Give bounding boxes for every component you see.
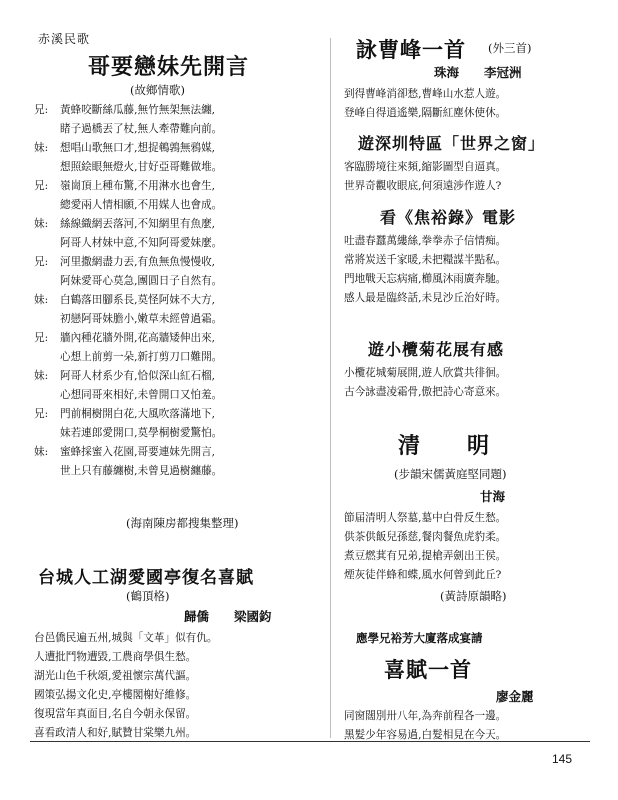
poem4-lines xyxy=(344,364,506,402)
speaker-label: 妹: xyxy=(34,370,49,382)
song-line-text: 心想上前剪一朵,新打剪刀口難開。 xyxy=(60,351,223,363)
song-line-text: 門前桐樹開白花,大風吹落滿地下, xyxy=(60,408,216,420)
song-line-text: 阿哥人材系少有,恰似深山紅石榴, xyxy=(60,370,216,382)
column-divider xyxy=(330,38,331,738)
song-line xyxy=(34,310,222,329)
song-line-text: 初戀阿哥妹膽小,嫩草未經曾過霜。 xyxy=(60,313,223,325)
poem5-footnote: (黃詩原韻略) xyxy=(440,589,507,603)
song-line-text: 世上只有藤纏樹,未曾見過樹纏藤。 xyxy=(60,465,223,477)
verse-line: 節届清明人祭墓,墓中白骨反生愁。 xyxy=(344,512,507,524)
fu-title: 台城人工湖愛國亭復名喜賦 xyxy=(38,568,254,588)
speaker-label: 妹: xyxy=(34,446,49,458)
verse-line: 復現當年真面目,名自今朝永保留。 xyxy=(34,708,197,720)
poem6-author: 廖金麗 xyxy=(496,689,534,704)
verse-line: 煙灰徒伴蜂和蝶,風水何曾到此丘? xyxy=(344,569,502,581)
song-line xyxy=(34,101,222,120)
verse-line: 同窗闊別卅八年,為奔前程各一邊。 xyxy=(344,710,507,722)
verse-line: 黑髮少年容易過,白髮相見在今天。 xyxy=(344,729,507,741)
verse-line: 供茶供飯兒孫慈,餐肉餐魚虎豹柔。 xyxy=(344,531,507,543)
song-line-text: 嶺崗頂上種布驚,不用淋水也會生, xyxy=(60,180,216,192)
poem5-note: (步韻宋儒黃庭堅同題) xyxy=(394,467,507,481)
verse-line: 登峰自得逍遙樂,隔斷紅塵休使休。 xyxy=(344,107,507,119)
song-line xyxy=(34,253,222,272)
song-subtitle: (故鄉情歌) xyxy=(130,83,185,97)
song-line xyxy=(34,139,222,158)
verse-line: 門地戰天忘病痛,櫛風沐雨廣奔馳。 xyxy=(344,273,507,285)
song-lines xyxy=(34,101,222,481)
speaker-label: 妹: xyxy=(34,142,49,154)
song-line-text: 黃蜂咬斷絲瓜藤,無竹無架無法纏, xyxy=(60,104,216,116)
song-line xyxy=(34,215,222,234)
song-line xyxy=(34,158,222,177)
speaker-label: 兄: xyxy=(34,256,49,268)
poem1-author: 珠海 李冠洲 xyxy=(434,65,522,80)
poem3-lines xyxy=(344,232,506,308)
song-line xyxy=(34,329,222,348)
speaker-label: 妹: xyxy=(34,294,49,306)
poem1-note: (外三首) xyxy=(488,41,532,55)
song-line-text: 河里撒網盡力丟,有魚無魚慢慢收, xyxy=(60,256,216,268)
speaker-label: 兄: xyxy=(34,104,49,116)
verse-line: 客臨勝境往來頻,縮影圖型自逼真。 xyxy=(344,161,507,173)
song-line xyxy=(34,367,222,386)
verse-line: 煮豆燃萁有兄弟,提槍弄劍出王侯。 xyxy=(344,550,507,562)
poem5-title: 清 明 xyxy=(398,433,491,459)
poem6-intro: 應學兄裕芳大廈落成宴請 xyxy=(356,631,483,645)
poem4-title: 遊小欖菊花展有感 xyxy=(368,340,505,359)
verse-line: 世界奇觀收眼底,何須遠涉作遊人? xyxy=(344,180,502,192)
footer-rule xyxy=(30,741,590,742)
song-line xyxy=(34,177,222,196)
song-line-text: 阿妹愛哥心莫急,團圓日子自然有。 xyxy=(60,275,223,287)
song-line-text: 絲線織網丟落河,不知網里有魚麼, xyxy=(60,218,216,230)
verse-line: 吐盡春蠶萬縷絲,拳拳赤子信情痴。 xyxy=(344,235,507,247)
song-line xyxy=(34,405,222,424)
verse-line: 古今詠盡凌霜骨,傲把詩心寄意來。 xyxy=(344,386,507,398)
song-line xyxy=(34,386,222,405)
folk-song-label: 赤溪民歌 xyxy=(38,32,91,46)
poem6-title: 喜賦一首 xyxy=(384,657,472,682)
verse-line: 喜看政清人和好,賦贊甘棠樂九州。 xyxy=(34,727,197,739)
song-line xyxy=(34,424,222,443)
song-line xyxy=(34,462,222,481)
poem3-title: 看《焦裕錄》電影 xyxy=(380,208,517,227)
poem2-title: 遊深圳特區「世界之窗」 xyxy=(358,134,546,153)
verse-line: 到得曹峰消卻愁,曹峰山水惹人遊。 xyxy=(344,88,507,100)
song-line-text: 白鶴落田腳系長,莫怪阿妹不大方, xyxy=(60,294,216,306)
song-line xyxy=(34,234,222,253)
song-line-text: 牆內種花牆外開,花高牆矮伸出來, xyxy=(60,332,216,344)
song-line xyxy=(34,196,222,215)
fu-subtitle: (鶴頂格) xyxy=(126,589,170,603)
poem1-lines xyxy=(344,85,506,123)
fu-lines xyxy=(34,629,217,743)
fu-author: 歸僑 梁國鈞 xyxy=(184,609,272,624)
poem1-title: 詠曹峰一首 xyxy=(356,37,466,62)
song-line-text: 妹若連郎愛開口,莫學桐樹愛驚怕。 xyxy=(60,427,223,439)
verse-line: 常將炭送千家暖,未把糧謀半點私。 xyxy=(344,254,507,266)
song-line-text: 想唱山歌無口才,想捉鵪鶉無鴉媒, xyxy=(60,142,216,154)
song-line xyxy=(34,443,222,462)
poem6-lines xyxy=(344,707,506,745)
song-line-text: 總愛兩人情相願,不用媒人也會成。 xyxy=(60,199,223,211)
song-line-text: 阿哥人材妹中意,不知阿哥愛妹麼。 xyxy=(60,237,223,249)
song-line-text: 蜜蜂採蜜入花園,哥要連妹先開言, xyxy=(60,446,216,458)
poem5-author: 甘海 xyxy=(480,489,506,504)
song-line xyxy=(34,120,222,139)
verse-line: 小欖花城菊展開,遊人欣賞共徘徊。 xyxy=(344,367,507,379)
song-line-text: 心想同哥來相好,未曾開口又怕羞。 xyxy=(60,389,223,401)
poem2-lines xyxy=(344,158,506,196)
collector-note: (海南陳房都搜集整理) xyxy=(126,516,239,530)
speaker-label: 兄: xyxy=(34,332,49,344)
verse-line: 台邑僑民遍五州,城與「文革」似有仇。 xyxy=(34,632,218,644)
verse-line: 人遭批鬥物遭毀,工農商學俱生愁。 xyxy=(34,651,197,663)
song-line-text: 想照絵眼無燈火,甘好亞哥難做堆。 xyxy=(60,161,223,173)
verse-line: 湖光山色千秋頌,愛祖懷宗萬代謳。 xyxy=(34,670,197,682)
song-line-text: 睹子過橋丟了杖,無人牽帶難向前。 xyxy=(60,123,223,135)
speaker-label: 兄: xyxy=(34,408,49,420)
song-title: 哥要戀妹先開言 xyxy=(88,54,250,80)
speaker-label: 妹: xyxy=(34,218,49,230)
song-line xyxy=(34,291,222,310)
poem5-lines xyxy=(344,509,506,585)
song-line xyxy=(34,272,222,291)
song-line xyxy=(34,348,222,367)
speaker-label: 兄: xyxy=(34,180,49,192)
page-number: 145 xyxy=(552,752,573,766)
verse-line: 國策弘揚文化史,亭樓閣榭好維修。 xyxy=(34,689,197,701)
verse-line: 感人最是臨終話,未見沙丘治好時。 xyxy=(344,292,507,304)
